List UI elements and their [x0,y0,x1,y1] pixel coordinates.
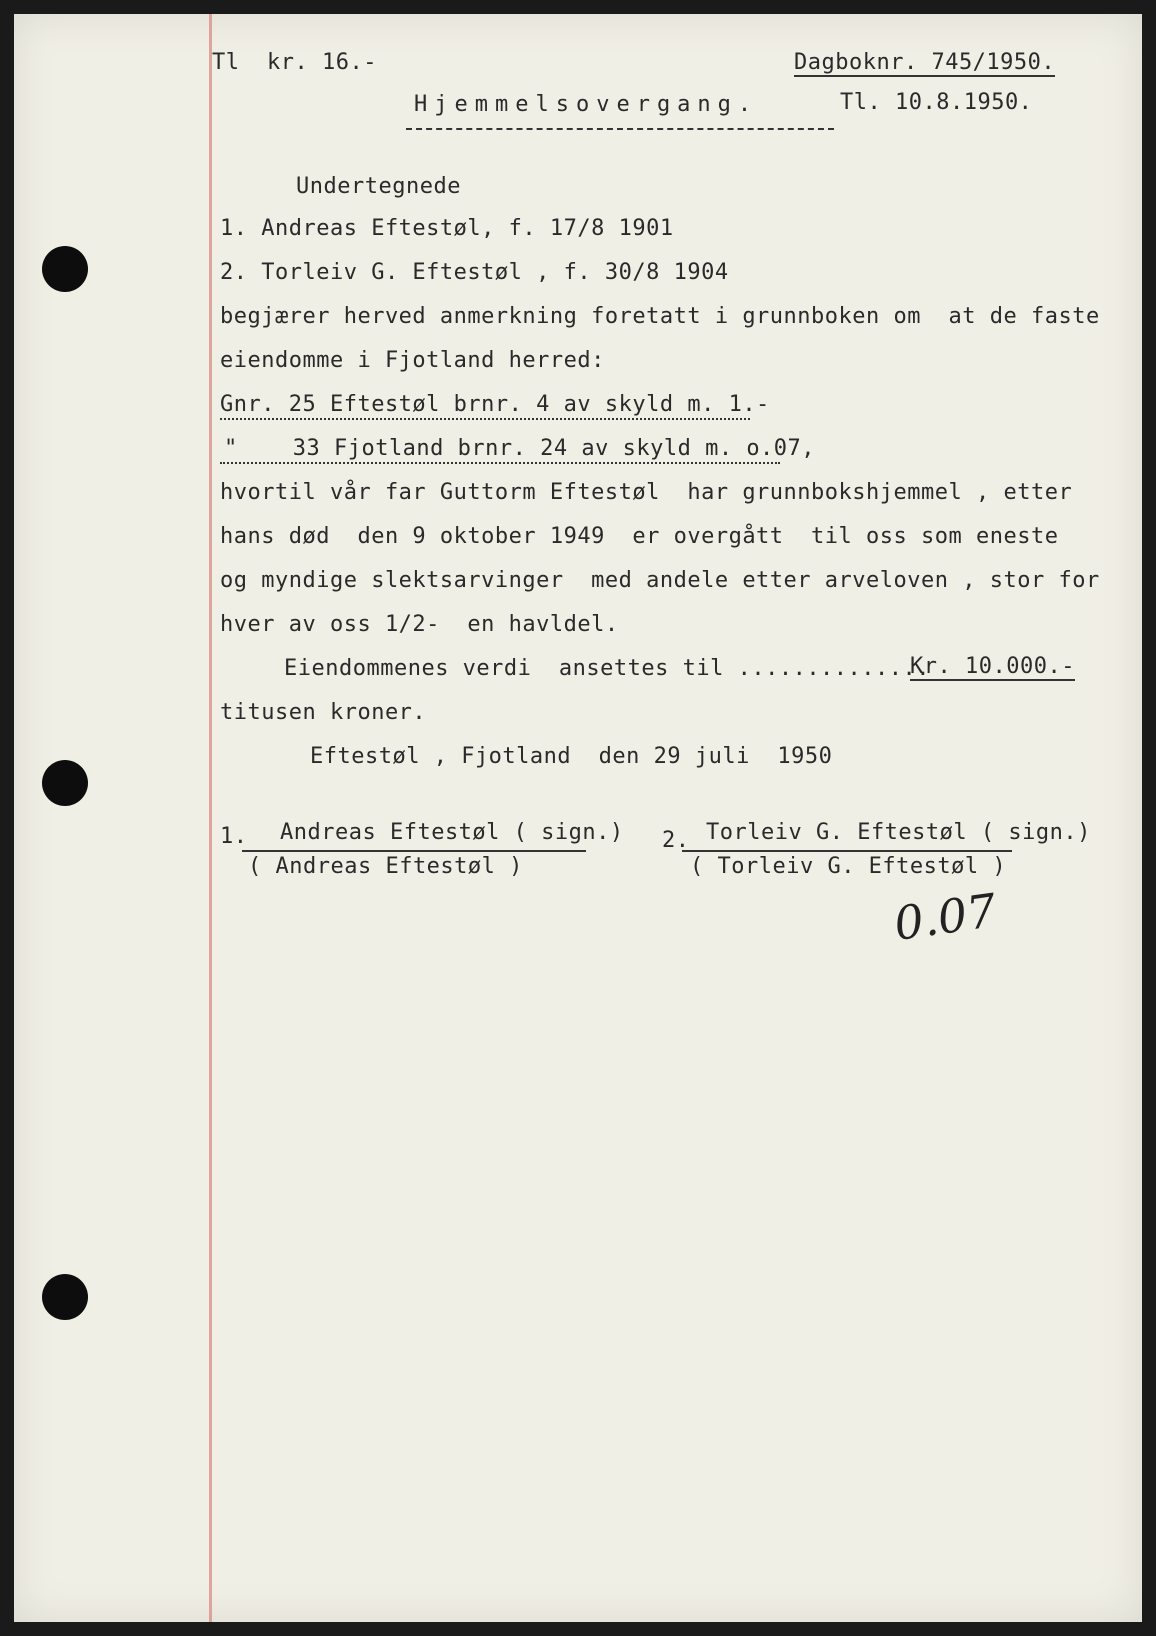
signature-2: Torleiv G. Eftestøl ( sign.) [706,820,1091,845]
place-and-date: Eftestøl , Fjotland den 29 juli 1950 [310,744,833,769]
document-page [14,14,1142,1622]
punch-hole [42,760,88,806]
body-line: og myndige slektsarvinger med andele etter arveloven , stor for [220,568,1100,593]
value-label: Eiendommenes verdi ansettes til .............. [284,656,931,681]
signature-1-number: 1. [220,824,248,849]
title-underline [406,128,834,130]
salutation: Undertegnede [296,174,461,199]
property-underline [220,462,780,464]
property-2: " 33 Fjotland brnr. 24 av skyld m. o.07, [224,436,816,461]
value-in-words: titusen kroner. [220,700,427,725]
body-line: hver av oss 1/2- en havldel. [220,612,619,637]
journal-number: Dagboknr. 745/1950. [794,50,1056,75]
signature-2-line [682,850,1012,852]
handwritten-annotation: 0.07 [890,883,1000,951]
property-1: Gnr. 25 Eftestøl brnr. 4 av skyld m. 1.- [220,392,770,417]
party-2: 2. Torleiv G. Eftestøl , f. 30/8 1904 [220,260,729,285]
signature-2-name: ( Torleiv G. Eftestøl ) [690,854,1007,879]
document-title: Hjemmelsovergang. [414,92,759,117]
body-line: hans død den 9 oktober 1949 er overgått til oss som eneste [220,524,1059,549]
body-line: eiendomme i Fjotland herred: [220,348,605,373]
margin-line [209,14,212,1622]
property-underline [220,418,750,420]
fee-note: Tl kr. 16.- [212,50,377,75]
body-line: hvortil vår far Guttorm Eftestøl har grunnbokshjemmel , etter [220,480,1073,505]
signature-1-name: ( Andreas Eftestøl ) [248,854,523,879]
body-line: begjærer herved anmerkning foretatt i grunnboken om at de faste [220,304,1100,329]
signature-1: Andreas Eftestøl ( sign.) [280,820,624,845]
signature-2-number: 2. [662,828,690,853]
punch-hole [42,1274,88,1320]
punch-hole [42,246,88,292]
party-1: 1. Andreas Eftestøl, f. 17/8 1901 [220,216,674,241]
registration-date: Tl. 10.8.1950. [840,90,1033,115]
signature-1-line [242,850,586,852]
value-amount: Kr. 10.000.- [910,654,1075,679]
